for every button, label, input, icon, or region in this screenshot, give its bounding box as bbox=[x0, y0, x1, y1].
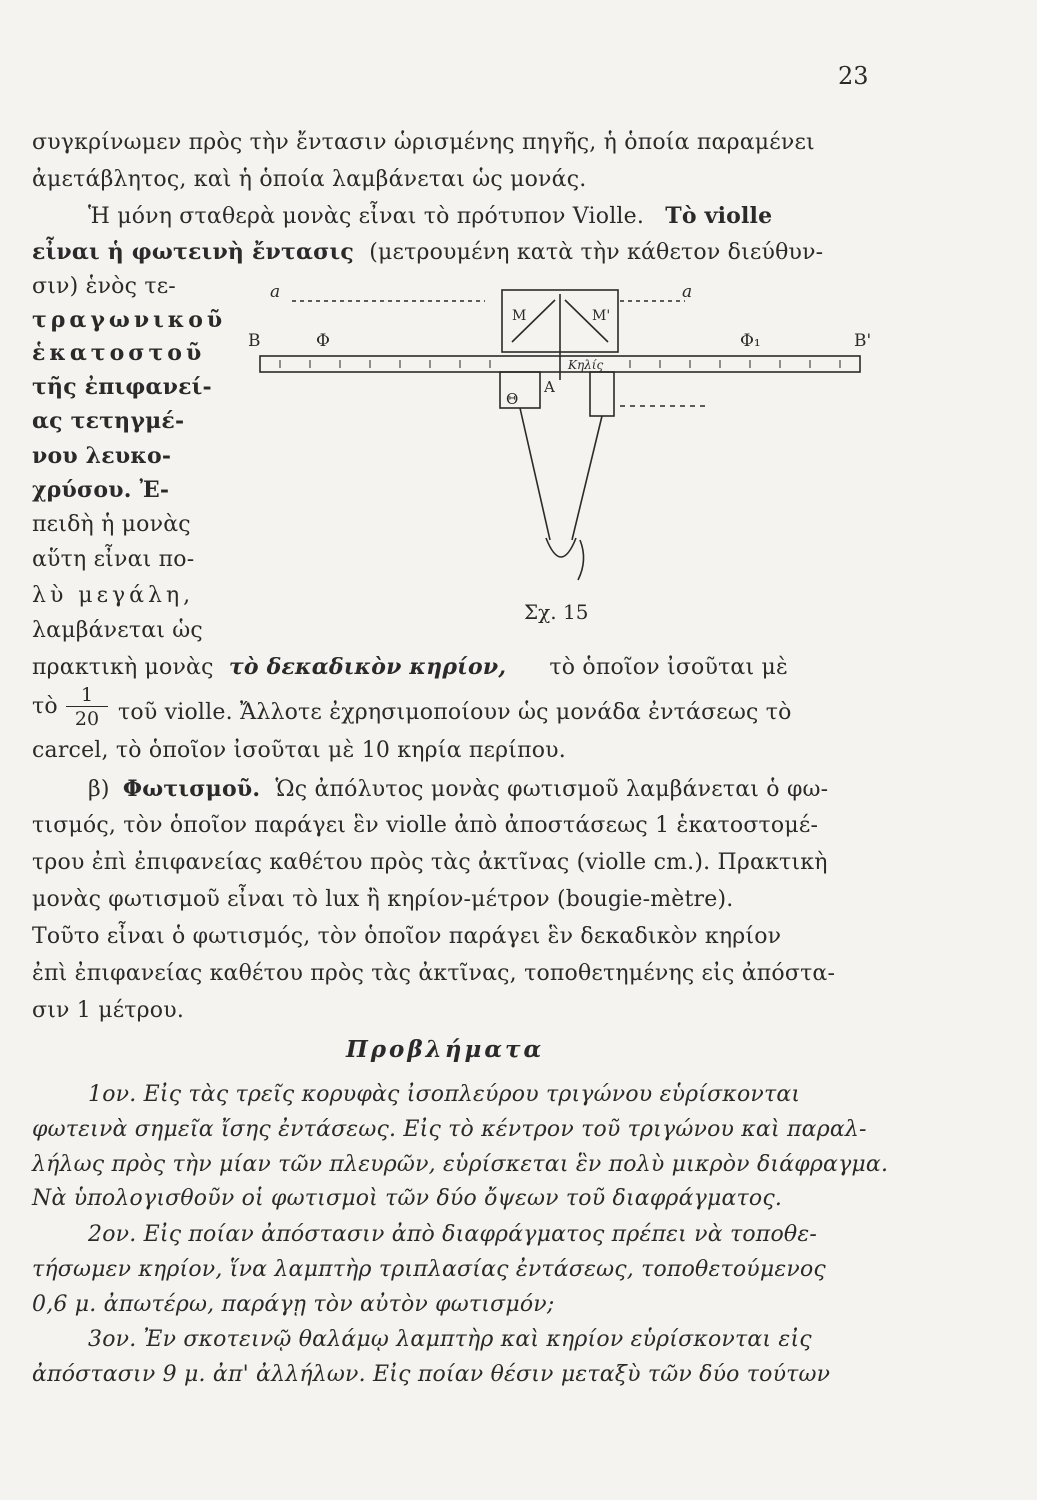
text-line: συγκρίνωμεν πρὸς τὴν ἔντασιν ὡρισμένης πηγῆς, ἡ ὁποία παραμένει bbox=[32, 130, 815, 155]
practical-post: τὸ ὁποῖον ἰσοῦται μὲ bbox=[549, 655, 789, 680]
holder-right bbox=[590, 372, 614, 416]
problem-line: 1ον. Εἰς τὰς τρεῖς κορυφὰς ἰσοπλεύρου τριγώνου εὑρίσκονται bbox=[88, 1082, 801, 1107]
practical-pre: πρακτικὴ μονὰς bbox=[32, 655, 214, 680]
label-a-point: A bbox=[544, 378, 555, 396]
label-m: M bbox=[512, 308, 527, 324]
text-line bbox=[32, 239, 823, 265]
side-line: ας τετηγμέ- bbox=[32, 408, 185, 434]
label-m-prime: M' bbox=[592, 308, 611, 324]
text-line bbox=[88, 776, 828, 802]
text-line: ἀμετάβλητος, καὶ ἡ ὁποία λαμβάνεται ὡς μονάς. bbox=[32, 167, 587, 192]
problem-line: ἀπόστασιν 9 μ. ἀπ' ἀλλήλων. Εἰς ποίαν θέσιν μεταξὺ τῶν δύο τούτων bbox=[32, 1362, 831, 1387]
side-line: σιν) ἑνὸς τε- bbox=[32, 274, 176, 299]
text-line bbox=[32, 654, 788, 680]
side-line: νου λευκο- bbox=[32, 443, 172, 469]
label-theta: Θ bbox=[506, 390, 519, 408]
problem-line: τήσωμεν κηρίον, ἵνα λαμπτὴρ τριπλασίας ἐντάσεως, τοποθετούμενος bbox=[32, 1257, 826, 1282]
text-line: μονὰς φωτισμοῦ εἶναι τὸ lux ἢ κηρίον-μέτρον (bougie-mètre). bbox=[32, 887, 734, 912]
side-line: ἑκατοστοῦ bbox=[32, 340, 206, 366]
label-a-left: a bbox=[270, 282, 281, 302]
to-word: τὸ bbox=[32, 694, 58, 719]
side-line: χρύσου. Ἐ- bbox=[32, 477, 170, 503]
side-line: λὺ μεγάλη, bbox=[32, 583, 195, 608]
side-line: λαμβάνεται ὡς bbox=[32, 618, 203, 643]
text-line: τοῦ violle. Ἄλλοτε ἐχρησιμοποίουν ὡς μονάδα ἐντάσεως τὸ bbox=[118, 700, 792, 725]
label-b-left: Β bbox=[248, 331, 261, 351]
side-line: τραγωνικοῦ bbox=[32, 307, 227, 333]
text-line bbox=[88, 203, 772, 229]
side-line: πειδὴ ἡ μονὰς bbox=[32, 512, 191, 537]
stand-right bbox=[572, 416, 602, 540]
definition-rest: (μετρουμένη κατὰ τὴν κάθετον διεύθυν- bbox=[369, 240, 824, 265]
problem-line: 0,6 μ. ἀπωτέρω, παράγῃ τὸν αὐτὸν φωτισμόν; bbox=[32, 1292, 555, 1317]
side-line: αὕτη εἶναι πο- bbox=[32, 547, 195, 572]
definition-bold: εἶναι ἡ φωτεινὴ ἔντασις bbox=[32, 239, 354, 265]
beta-bold: Φωτισμοῦ. bbox=[122, 776, 261, 802]
fraction bbox=[66, 684, 108, 731]
figure-caption: Σχ. 15 bbox=[524, 600, 589, 624]
text-line: τρου ἐπὶ ἐπιφανείας καθέτου πρὸς τὰς ἀκτῖνας (violle cm.). Πρακτικὴ bbox=[32, 850, 828, 875]
problem-line: 3ον. Ἐν σκοτεινῷ θαλάμῳ λαμπτὴρ καὶ κηρίον εὑρίσκονται εἰς bbox=[88, 1327, 812, 1352]
fraction-numerator: 1 bbox=[66, 684, 108, 707]
label-b-right: Β' bbox=[854, 331, 872, 351]
problem-line: 2ον. Εἰς ποίαν ἀπόστασιν ἀπὸ διαφράγματος πρέπει νὰ τοποθε- bbox=[88, 1222, 817, 1247]
text-line: ἐπὶ ἐπιφανείας καθέτου πρὸς τὰς ἀκτῖνας, τοποθετημένης εἰς ἀπόστα- bbox=[32, 961, 836, 986]
side-line: τῆς ἐπιφανεί- bbox=[32, 374, 212, 400]
violle-bold: Τὸ violle bbox=[665, 203, 773, 229]
label-a-right: a bbox=[682, 282, 693, 302]
label-phi-left: Φ bbox=[316, 331, 330, 351]
text-line: τισμός, τὸν ὁποῖον παράγει ἓν violle ἀπὸ ἀποστάσεως 1 ἑκατοστομέ- bbox=[32, 813, 819, 838]
problems-heading: Προβλήματα bbox=[346, 1036, 545, 1063]
beta-label: β) bbox=[88, 777, 110, 802]
problem-line: Νὰ ὑπολογισθοῦν οἱ φωτισμοὶ τῶν δύο ὄψεων τοῦ διαφράγματος. bbox=[32, 1186, 783, 1211]
page-number: 23 bbox=[838, 62, 869, 90]
text-line: Τοῦτο εἶναι ὁ φωτισμός, τὸν ὁποῖον παράγει ἓν δεκαδικὸν κηρίον bbox=[32, 924, 782, 949]
photometer-figure bbox=[250, 280, 880, 590]
label-phi-right: Φ₁ bbox=[740, 331, 761, 351]
text-line: σιν 1 μέτρου. bbox=[32, 998, 185, 1023]
text-line: carcel, τὸ ὁποῖον ἰσοῦται μὲ 10 κηρία περίπου. bbox=[32, 738, 566, 763]
stand-curve bbox=[578, 540, 584, 580]
stand-base bbox=[546, 538, 576, 557]
problem-line: λήλως πρὸς τὴν μίαν τῶν πλευρῶν, εὑρίσκεται ἓν πολὺ μικρὸν διάφραγμα. bbox=[32, 1152, 889, 1177]
label-kerion: Κηλίς bbox=[568, 358, 604, 372]
stand-left bbox=[520, 408, 550, 540]
fraction-denominator: 20 bbox=[74, 708, 100, 730]
practical-bold: τὸ δεκαδικὸν κηρίον, bbox=[228, 654, 507, 680]
violle-sentence: Ἡ μόνη σταθερὰ μονὰς εἶναι τὸ πρότυπον Violle. bbox=[88, 204, 645, 229]
beta-rest: Ὡς ἀπόλυτος μονὰς φωτισμοῦ λαμβάνεται ὁ φω- bbox=[275, 777, 829, 802]
problem-line: φωτεινὰ σημεῖα ἴσης ἐντάσεως. Εἰς τὸ κέντρον τοῦ τριγώνου καὶ παραλ- bbox=[32, 1117, 867, 1142]
